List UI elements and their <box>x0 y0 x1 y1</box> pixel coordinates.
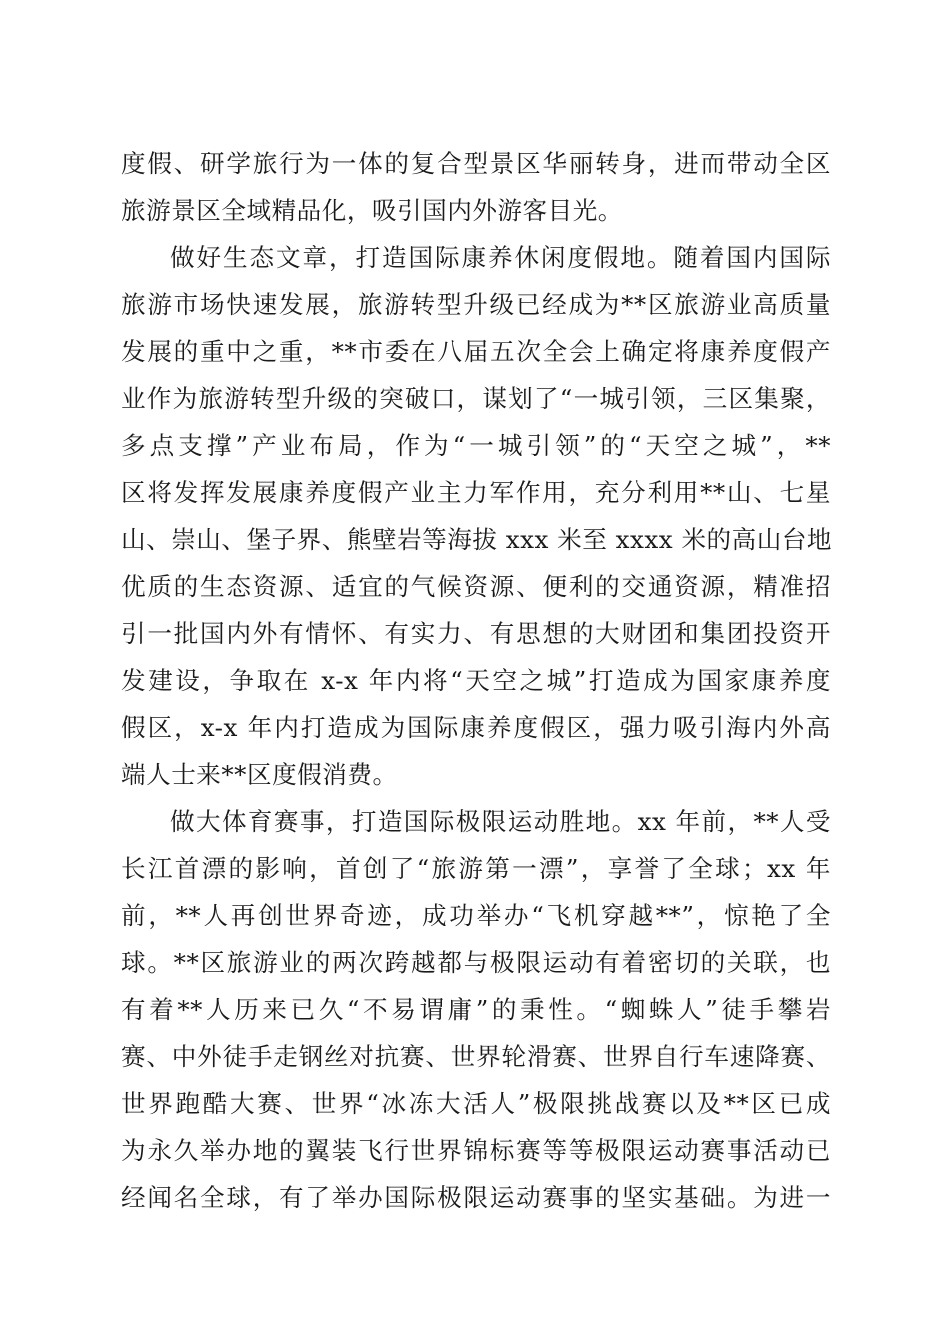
text-line: 端人士来**区度假消费。 <box>121 760 398 789</box>
body-text <box>121 140 831 1221</box>
text-line: 业作为旅游转型升级的突破口，谋划了“一城引领，三区集聚， <box>121 384 831 413</box>
text-line: 引一批国内外有情怀、有实力、有思想的大财团和集团投资开 <box>121 619 831 648</box>
text-line: 假区，x-x 年内打造成为国际康养度假区，强力吸引海内外高 <box>121 713 831 742</box>
text-line: 山、崇山、堡子界、熊壁岩等海拔 xxx 米至 xxxx 米的高山台地 <box>121 525 833 554</box>
text-line: 世界跑酷大赛、世界“冰冻大活人”极限挑战赛以及**区已成 <box>121 1089 831 1118</box>
text-line: 发展的重中之重，**市委在八届五次全会上确定将康养度假产 <box>121 337 831 366</box>
text-line: 做大体育赛事，打造国际极限运动胜地。xx 年前，**人受 <box>170 807 831 836</box>
paragraph-3 <box>121 798 831 1221</box>
text-line: 旅游市场快速发展，旅游转型升级已经成为**区旅游业高质量 <box>121 290 831 319</box>
text-line: 前，**人再创世界奇迹，成功举办“飞机穿越**”，惊艳了全 <box>121 901 831 930</box>
text-line: 经闻名全球，有了举办国际极限运动赛事的坚实基础。为进一 <box>121 1183 831 1212</box>
text-line: 区将发挥发展康养度假产业主力军作用，充分利用**山、七星 <box>121 478 831 507</box>
text-line: 发建设，争取在 x-x 年内将“天空之城”打造成为国家康养度 <box>121 666 831 695</box>
text-line: 旅游景区全域精品化，吸引国内外游客目光。 <box>121 196 623 225</box>
text-line: 为永久举办地的翼装飞行世界锦标赛等等极限运动赛事活动已 <box>121 1136 831 1165</box>
text-line: 做好生态文章，打造国际康养休闲度假地。随着国内国际 <box>170 243 831 272</box>
text-line: 有着**人历来已久“不易谓庸”的秉性。“蜘蛛人”徒手攀岩 <box>121 995 831 1024</box>
text-line: 优质的生态资源、适宜的气候资源、便利的交通资源，精准招 <box>121 572 831 601</box>
paragraph-1 <box>121 140 831 234</box>
text-line: 多点支撑”产业布局，作为“一城引领”的“天空之城”，** <box>121 431 831 460</box>
text-line: 长江首漂的影响，首创了“旅游第一漂”，享誉了全球；xx 年 <box>121 854 831 883</box>
paragraph-2 <box>121 234 831 798</box>
text-line: 球。**区旅游业的两次跨越都与极限运动有着密切的关联，也 <box>121 948 831 977</box>
text-line: 度假、研学旅行为一体的复合型景区华丽转身，进而带动全区 <box>121 149 831 178</box>
text-line: 赛、中外徒手走钢丝对抗赛、世界轮滑赛、世界自行车速降赛、 <box>121 1042 831 1071</box>
